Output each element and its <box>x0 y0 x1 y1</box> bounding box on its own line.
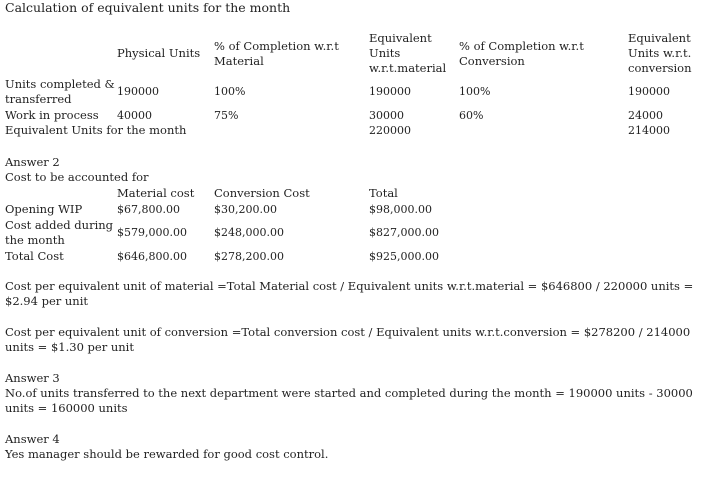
header-pct-material <box>214 39 339 69</box>
cost-cell-total: $827,000.00 <box>369 226 439 239</box>
page-heading: Calculation of equivalent units for the month <box>5 0 291 15</box>
cost-per-unit-material <box>5 279 693 309</box>
cost-per-unit-material-line2: $2.94 per unit <box>5 294 89 308</box>
cost-row-label: Total Cost <box>5 249 64 263</box>
cost-cell-material: $646,800.00 <box>117 250 187 263</box>
total-eq-material: 220000 <box>369 124 411 137</box>
header-eq-conversion-line2: Units w.r.t. <box>628 46 692 60</box>
row-label-units-completed <box>5 77 115 107</box>
answer3-text-line1: No.of units transferred to the next department were started and completed during the month = 190000 units - 30000 <box>5 386 693 400</box>
header-eq-material <box>369 31 446 76</box>
cost-cell-material: $67,800.00 <box>117 203 180 216</box>
cell-pct-conversion: 60% <box>459 109 484 122</box>
cost-row-label-line1: Cost added during <box>5 218 114 232</box>
header-pct-conversion <box>459 39 584 69</box>
answer2-subtitle: Cost to be accounted for <box>5 170 149 184</box>
cost-cell-conversion: $278,200.00 <box>214 250 284 263</box>
cell-eq-material: 30000 <box>369 109 404 122</box>
answer4-title: Answer 4 <box>5 432 60 446</box>
answer2-title: Answer 2 <box>5 155 60 169</box>
cell-physical: 190000 <box>117 85 159 98</box>
header-pct-material-line1: % of Completion w.r.t <box>214 39 339 53</box>
header-total: Total <box>369 186 398 200</box>
cell-physical: 40000 <box>117 109 152 122</box>
answer3-text <box>5 386 693 416</box>
header-eq-conversion-line1: Equivalent <box>628 31 691 45</box>
answer4-text: Yes manager should be rewarded for good cost control. <box>5 447 329 461</box>
total-label: Equivalent Units for the month <box>5 123 187 137</box>
cost-per-unit-conversion-line2: units = $1.30 per unit <box>5 340 134 354</box>
total-eq-conversion: 214000 <box>628 124 670 137</box>
cost-cell-material: $579,000.00 <box>117 226 187 239</box>
row-label-line1: Units completed & <box>5 77 115 91</box>
row-label-work-in-process: Work in process <box>5 108 99 122</box>
cost-row-label: Opening WIP <box>5 202 83 216</box>
header-eq-material-line2: Units <box>369 46 401 60</box>
header-material-cost: Material cost <box>117 186 195 200</box>
header-pct-material-line2: Material <box>214 54 264 68</box>
cell-pct-material: 100% <box>214 85 246 98</box>
header-pct-conversion-line1: % of Completion w.r.t <box>459 39 584 53</box>
cell-pct-conversion: 100% <box>459 85 491 98</box>
header-eq-material-line1: Equivalent <box>369 31 432 45</box>
cell-pct-material: 75% <box>214 109 239 122</box>
cell-eq-conversion: 24000 <box>628 109 663 122</box>
header-eq-conversion-line3: conversion <box>628 61 692 75</box>
cost-per-unit-material-line1: Cost per equivalent unit of material =Total Material cost / Equivalent units w.r.t.material = $646800 / 220000 units = <box>5 279 694 293</box>
cost-cell-conversion: $248,000.00 <box>214 226 284 239</box>
header-eq-material-line3: w.r.t.material <box>369 61 447 75</box>
cost-per-unit-conversion-line1: Cost per equivalent unit of conversion =Total conversion cost / Equivalent units w.r.t.conversion = $278200 / 214000 <box>5 325 691 339</box>
cost-row-label-line2: the month <box>5 233 65 247</box>
header-conversion-cost: Conversion Cost <box>214 186 310 200</box>
header-pct-conversion-line2: Conversion <box>459 54 525 68</box>
header-physical-units: Physical Units <box>117 46 201 60</box>
cost-cell-total: $98,000.00 <box>369 203 432 216</box>
cost-cell-total: $925,000.00 <box>369 250 439 263</box>
cost-row-label <box>5 218 113 248</box>
cell-eq-conversion: 190000 <box>628 85 670 98</box>
cost-cell-conversion: $30,200.00 <box>214 203 277 216</box>
cell-eq-material: 190000 <box>369 85 411 98</box>
answer3-title: Answer 3 <box>5 371 60 385</box>
cost-per-unit-conversion <box>5 325 690 355</box>
answer3-text-line2: units = 160000 units <box>5 401 128 415</box>
header-eq-conversion <box>628 31 691 76</box>
row-label-line2: transferred <box>5 92 72 106</box>
